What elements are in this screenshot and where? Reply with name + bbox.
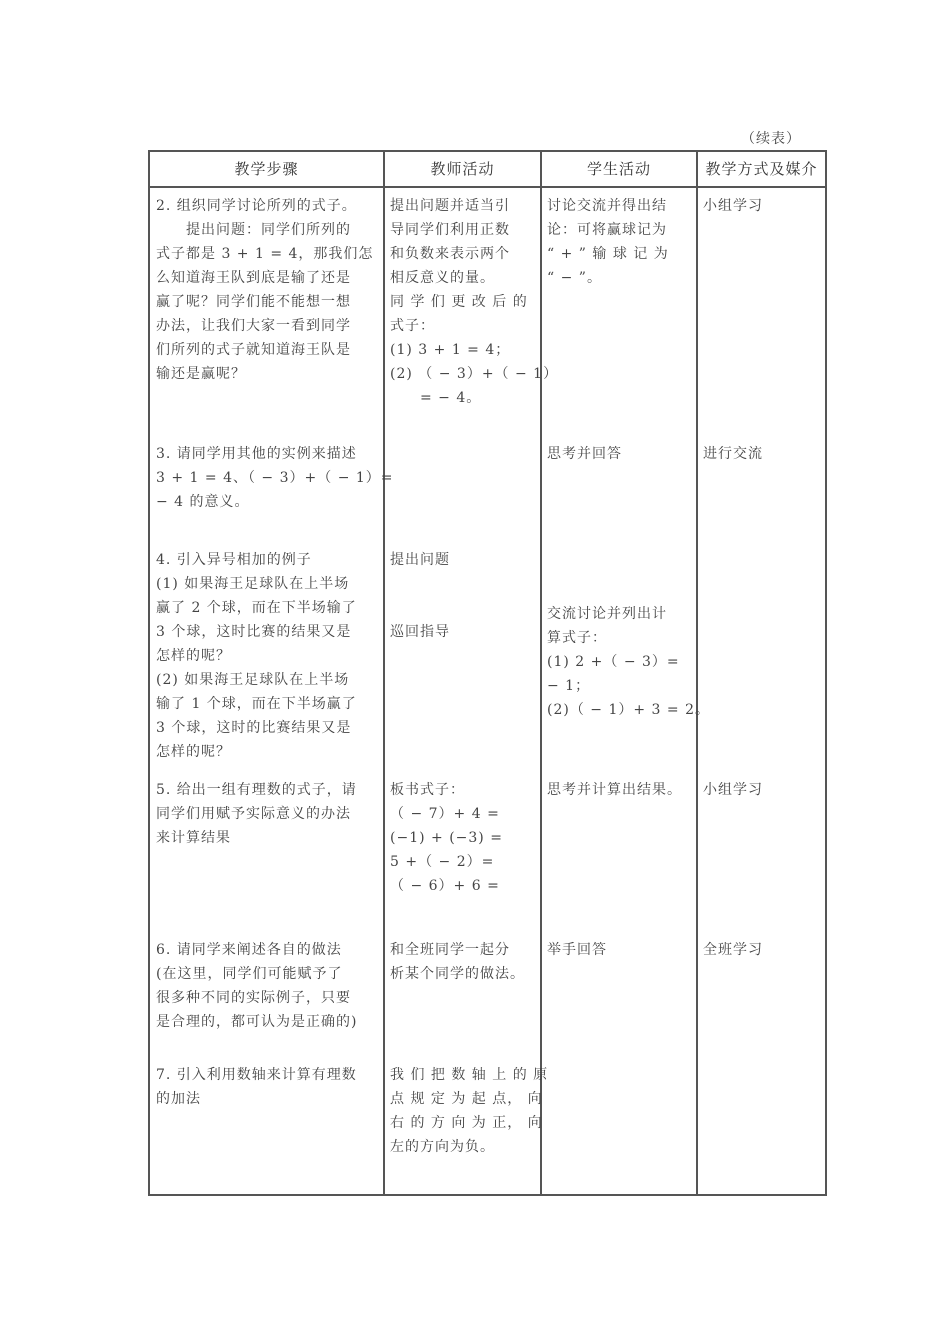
text-line: (2)（ − 1）+ 3 = 2。: [547, 702, 710, 718]
lesson-plan-table: [148, 150, 827, 1196]
row-3-student: [547, 602, 710, 722]
row-5-teacher: [390, 938, 538, 986]
text-line: 同学们用赋予实际意义的办法: [156, 806, 351, 822]
text-line: 赢了 2 个球，而在下半场输了: [156, 600, 357, 616]
text-line: 来计算结果: [156, 830, 231, 846]
row-1-method: [703, 194, 823, 218]
text-line: 点 规 定 为 起 点， 向: [390, 1091, 543, 1107]
text-line: (1) 如果海王足球队在上半场: [156, 576, 350, 592]
text-line: (1) 2 +（ − 3）=: [547, 654, 680, 670]
text-line: 提出问题: [390, 552, 450, 568]
row-3-teacher-question: [390, 548, 538, 572]
row-6-teacher: [390, 1063, 549, 1159]
text-line: （ − 6）+ 6 =: [390, 878, 500, 894]
text-line: 相反意义的量。: [390, 270, 495, 286]
text-line: 思考并回答: [547, 446, 622, 462]
text-line: 输还是赢呢？: [156, 366, 246, 382]
text-line: 同 学 们 更 改 后 的: [390, 294, 528, 310]
text-line: 4. 引入异号相加的例子: [156, 552, 312, 568]
text-line: 巡回指导: [390, 624, 450, 640]
row-6-step: [156, 1063, 382, 1111]
row-2-student: [547, 442, 693, 466]
header-teaching-method: 教学方式及媒介: [705, 160, 818, 178]
text-line: (2) 如果海王足球队在上半场: [156, 672, 350, 688]
text-line: 小组学习: [703, 198, 763, 214]
text-line: 怎样的呢？: [156, 744, 231, 760]
text-line: 3. 请同学用其他的实例来描述: [156, 446, 357, 462]
text-line: 我 们 把 数 轴 上 的 原: [390, 1067, 549, 1083]
row-5-method: [703, 938, 823, 962]
text-line: = − 4。: [390, 390, 482, 406]
row-3-teacher-guidance: [390, 620, 538, 644]
row-3-step: [156, 548, 382, 764]
column-divider: [696, 152, 698, 1194]
row-4-teacher: [390, 778, 538, 898]
text-line: 是合理的，都可认为是正确的): [156, 1014, 358, 1030]
text-line: 右 的 方 向 为 正， 向: [390, 1115, 543, 1131]
text-line: (1) 3 + 1 = 4；: [390, 342, 511, 358]
text-line: 式子：: [390, 318, 435, 334]
text-line: 左的方向为负。: [390, 1139, 495, 1155]
text-line: 3 个球，这时的比赛结果又是: [156, 720, 352, 736]
text-line: 5. 给出一组有理数的式子，请: [156, 782, 357, 798]
text-line: 板书式子：: [390, 782, 465, 798]
row-4-step: [156, 778, 382, 850]
row-5-step: [156, 938, 382, 1034]
text-line: (在这里，同学们可能赋予了: [156, 966, 343, 982]
column-divider: [383, 152, 385, 1194]
row-1-teacher: [390, 194, 559, 410]
text-line: 思考并计算出结果。: [547, 782, 682, 798]
text-line: 进行交流: [703, 446, 763, 462]
header-teacher-activity: 教师活动: [430, 160, 495, 178]
text-line: 3 + 1 = 4、（ − 3）+（ − 1）=: [156, 470, 394, 486]
text-line: − 4 的意义。: [156, 494, 250, 510]
continued-table-label: （续表）: [741, 131, 801, 147]
text-line: (2) （ − 3）+（ − 1）: [390, 366, 559, 382]
text-line: 5 +（ − 2）=: [390, 854, 495, 870]
text-line: 7. 引入利用数轴来计算有理数: [156, 1067, 357, 1083]
text-line: 交流讨论并列出计: [547, 606, 667, 622]
row-2-method: [703, 442, 823, 466]
column-divider: [540, 152, 542, 1194]
text-line: 6. 请同学来阐述各自的做法: [156, 942, 342, 958]
text-line: 输了 1 个球，而在下半场赢了: [156, 696, 357, 712]
text-line: 讨论交流并得出结: [547, 198, 667, 214]
text-line: （ − 7）+ 4 =: [390, 806, 500, 822]
text-line: 怎样的呢？: [156, 648, 231, 664]
text-line: 举手回答: [547, 942, 607, 958]
header-teaching-steps: 教学步骤: [234, 160, 299, 178]
text-line: 和负数来表示两个: [390, 246, 510, 262]
text-line: 和全班同学一起分: [390, 942, 510, 958]
text-line: 3 个球，这时比赛的结果又是: [156, 624, 352, 640]
text-line: − 1；: [547, 678, 591, 694]
text-line: (−1) + (−3) =: [390, 830, 503, 846]
text-line: 式子都是 3 + 1 = 4，那我们怎: [156, 246, 374, 262]
text-line: “ − ”。: [547, 270, 602, 286]
row-5-student: [547, 938, 693, 962]
text-line: 2. 组织同学讨论所列的式子。: [156, 198, 357, 214]
text-line: 全班学习: [703, 942, 763, 958]
text-line: 析某个同学的做法。: [390, 966, 525, 982]
row-4-method: [703, 778, 823, 802]
text-line: 么知道海王队到底是输了还是: [156, 270, 351, 286]
text-line: 小组学习: [703, 782, 763, 798]
text-line: 提出问题并适当引: [390, 198, 510, 214]
row-4-student: [547, 778, 693, 802]
header-student-activity: 学生活动: [586, 160, 651, 178]
text-line: 算式子：: [547, 630, 607, 646]
text-line: 很多种不同的实际例子，只要: [156, 990, 351, 1006]
text-line: 办法，让我们大家一看到同学: [156, 318, 351, 334]
text-line: 赢了呢？同学们能不能想一想: [156, 294, 351, 310]
header-divider: [150, 186, 825, 188]
text-line: “ + ” 输 球 记 为: [547, 246, 669, 262]
text-line: 导同学们利用正数: [390, 222, 510, 238]
row-1-student: [547, 194, 693, 290]
row-1-step: [156, 194, 382, 386]
text-line: 提出问题：同学们所列的: [156, 222, 351, 238]
text-line: 论：可将赢球记为: [547, 222, 667, 238]
text-line: 的加法: [156, 1091, 201, 1107]
row-2-step: [156, 442, 394, 514]
text-line: 们所列的式子就知道海王队是: [156, 342, 351, 358]
